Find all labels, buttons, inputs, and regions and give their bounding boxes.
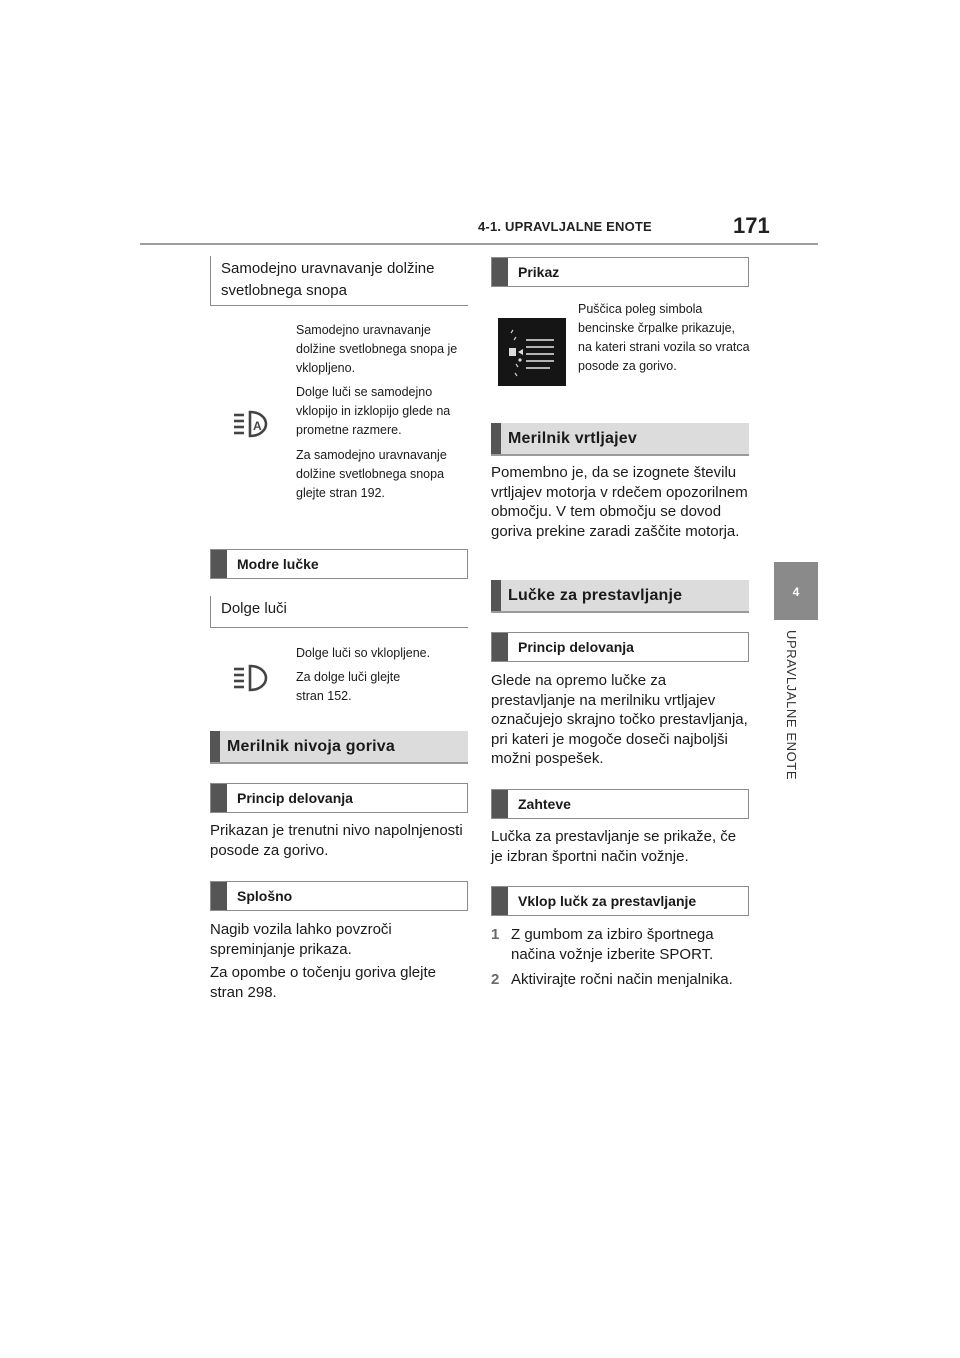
heading-marker	[210, 731, 220, 762]
section-title: 4-1. UPRAVLJALNE ENOTE	[478, 219, 652, 234]
general-heading-box	[210, 881, 468, 911]
display-heading: Prikaz	[518, 264, 560, 280]
fuel-gauge-heading-box	[210, 731, 468, 764]
general-text-1: Nagib vozila lahko povzroči spreminjanje prikaza.	[210, 921, 392, 958]
principle-heading: Princip delovanja	[237, 790, 353, 806]
requirements-heading: Zahteve	[518, 796, 571, 812]
requirements-text: Lučka za prestavljanje se prikaže, če je izbran športni način vožnje.	[491, 828, 737, 865]
tachometer-heading-box	[491, 423, 749, 456]
fuel-gauge-heading: Merilnik nivoja goriva	[227, 737, 396, 755]
step-number: 2	[491, 971, 500, 988]
principle-text: Prikazan je trenutni nivo napolnjenosti posode za gorivo.	[210, 822, 463, 859]
shift-principle-heading-box	[491, 632, 749, 662]
heading-marker	[211, 550, 227, 578]
high-beam-text-1: Dolge luči so vklopljene.	[296, 646, 431, 660]
heading-marker	[211, 882, 227, 910]
step-text: Aktivirajte ročni način menjalnika.	[511, 971, 733, 988]
heading-marker	[492, 258, 508, 286]
svg-text:A: A	[253, 419, 262, 433]
auto-high-beam-icon	[230, 408, 270, 445]
high-beam-icon	[230, 662, 270, 699]
auto-level-title: Samodejno uravnavanje dolžine svetlobnega snopa	[221, 260, 435, 299]
high-beam-title: Dolge luči	[221, 600, 287, 617]
chapter-number: 4	[792, 585, 800, 599]
step-2	[491, 970, 749, 990]
display-heading-box	[491, 257, 749, 287]
heading-marker	[492, 790, 508, 818]
chapter-title: UPRAVLJALNE ENOTE	[784, 630, 799, 781]
heading-marker	[491, 423, 501, 454]
shift-lights-heading-box	[491, 580, 749, 613]
heading-marker	[491, 580, 501, 611]
shift-lights-heading: Lučke za prestavljanje	[508, 586, 683, 604]
shift-principle-heading: Princip delovanja	[518, 639, 634, 655]
step-number: 1	[491, 926, 500, 943]
principle-heading-box	[210, 783, 468, 813]
tachometer-heading: Merilnik vrtljajev	[508, 429, 637, 447]
blue-lights-heading-box	[210, 549, 468, 579]
high-beam-text-2: Za dolge luči glejte stran 152.	[296, 670, 401, 703]
display-text: Puščica poleg simbola bencinske črpalke prikazuje, na kateri strani vozila so vratca posode za gorivo.	[578, 302, 750, 373]
auto-level-text-2: Dolge luči se samodejno vklopijo in izklopijo glede na prometne razmere.	[296, 385, 451, 437]
general-text-2: Za opombe o točenju goriva glejte stran 298.	[210, 964, 436, 1001]
heading-marker	[492, 633, 508, 661]
header-divider	[140, 243, 818, 245]
activate-heading: Vklop lučk za prestavljanje	[518, 893, 697, 909]
general-heading: Splošno	[237, 888, 293, 904]
heading-marker	[492, 887, 508, 915]
tachometer-text: Pomembno je, da se izognete številu vrtljajev motorja v rdečem opozorilnem območju. V tem območju se dovod goriva prekine zaradi zaščite motorja.	[491, 464, 748, 540]
blue-lights-heading: Modre lučke	[237, 556, 319, 572]
page-number: 171	[733, 213, 770, 238]
step-1	[491, 925, 749, 964]
requirements-heading-box	[491, 789, 749, 819]
heading-marker	[211, 784, 227, 812]
shift-principle-text: Glede na opremo lučke za prestavljanje na merilniku vrtljajev označujejo skrajno točko prestavljanja, pri kateri je mogoče doseči najboljši možni pospešek.	[491, 672, 748, 767]
auto-level-text-3: Za samodejno uravnavanje dolžine svetlobnega snopa glejte stran 192.	[296, 448, 447, 500]
activate-heading-box	[491, 886, 749, 916]
auto-level-title-box	[210, 256, 468, 306]
auto-level-text-1: Samodejno uravnavanje dolžine svetlobnega snopa je vklopljeno.	[296, 323, 458, 375]
step-text: Z gumbom za izbiro športnega načina vožnje izberite SPORT.	[511, 926, 714, 963]
fuel-display-image	[498, 318, 566, 386]
high-beam-title-box	[210, 596, 468, 628]
